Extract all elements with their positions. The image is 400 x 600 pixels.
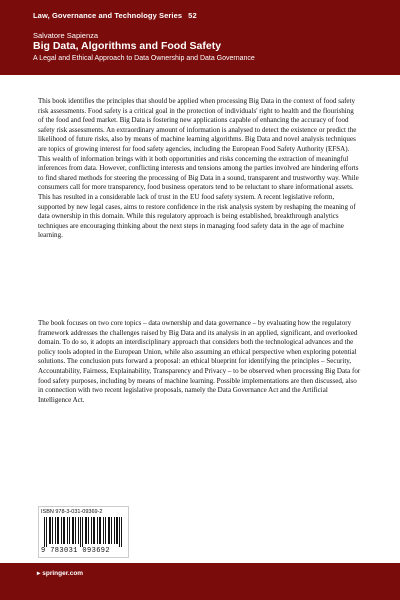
book-title: Big Data, Algorithms and Food Safety (33, 40, 222, 52)
series-line (33, 11, 197, 20)
book-subtitle: A Legal and Ethical Approach to Data Ownership and Data Governance (33, 55, 255, 62)
arrow-right-icon: ▸ (37, 570, 41, 577)
series-name: Law, Governance and Technology Series (33, 11, 183, 20)
header-band (0, 0, 400, 75)
publisher-link[interactable] (37, 569, 83, 577)
series-number: 52 (188, 11, 197, 20)
author-name: Salvatore Sapienza (33, 31, 99, 40)
isbn-label: ISBN 978-3-031-09369-2 (41, 509, 103, 515)
footer-band (0, 563, 400, 600)
barcode-image (42, 517, 124, 547)
publisher-link-text: springer.com (42, 570, 84, 577)
isbn-barcode-box (38, 506, 129, 558)
description-paragraph-1: This book identifies the principles that should be applied when processing Big Data in the context of food safety risk assessments. Food safety is a critical goal in the protection of individuals' right to health and the flourishing of the food and feed market. Big Data is fostering new applications capable of enhancing the accuracy of food safety risk assessments. An extraordinary amount of information is analysed to detect the existence or predict the likelihood of future risks, also by means of machine learning algorithms. Big Data and novel analysis techniques are topics of growing interest for food safety agencies, including the European Food Safety Authority (EFSA). This wealth of information brings with it both opportunities and risks concerning the extraction of meaningful inferences from data. However, conflicting interests and tensions among the parties involved are hindering efforts to find shared methods for steering the processing of Big Data in a sound, transparent and trustworthy way. While consumers call for more transparency, food business operators tend to be reluctant to share informational assets. This has resulted in a considerable lack of trust in the EU food safety system. A recent legislative reform, supported by new legal cases, aims to restore confidence in the risk analysis system by reshaping the meaning of data ownership in this domain. While this regulatory approach is being established, breakthrough analytics techniques are encouraging thinking about the next steps in managing food safety data in the age of machine learning. (38, 97, 359, 240)
barcode-digits: 9 783031 093692 (41, 547, 111, 555)
description-paragraph-2: The book focuses on two core topics – data ownership and data governance – by evaluating how the regulatory framework addresses the challenges raised by Big Data and its analysis in an applied, significant, and overlooked domain. To do so, it adopts an interdisciplinary approach that considers both the technological advances and the policy tools adopted in the European Union, while also assuming an ethical perspective when exploring potential solutions. The conclusion puts forward a proposal: an ethical blueprint for identifying the principles – Security, Accountability, Fairness, Explainability, Transparency and Privacy – to be observed when processing Big Data for food safety purposes, including by means of machine learning. Possible implementations are then discussed, also in connection with two recent legislative proposals, namely the Data Governance Act and the Artificial Intelligence Act. (38, 319, 361, 404)
